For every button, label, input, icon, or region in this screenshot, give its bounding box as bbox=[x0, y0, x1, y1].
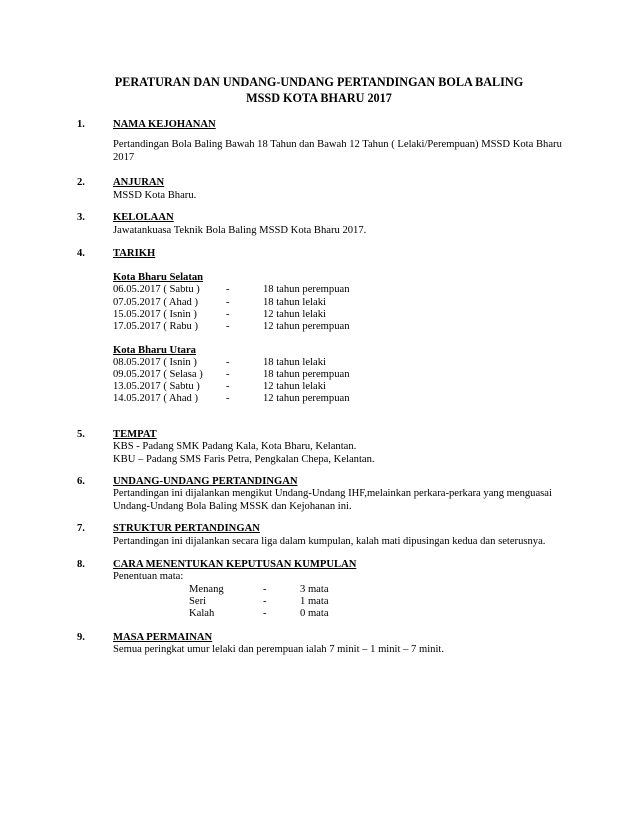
section-heading-kelolaan: KELOLAAN bbox=[113, 212, 174, 223]
schedule-date: 17.05.2017 ( Rabu ) bbox=[113, 321, 199, 332]
section-number: 1. bbox=[77, 119, 85, 130]
schedule-date: 08.05.2017 ( Isnin ) bbox=[113, 357, 197, 368]
section-text: Jawatankuasa Teknik Bola Baling MSSD Kota Bharu 2017. bbox=[113, 225, 367, 236]
section-text: Pertandingan ini dijalankan mengikut Undang-Undang IHF,melainkan perkara-perkara yang menguasai bbox=[113, 488, 552, 499]
points-result: Seri bbox=[189, 596, 207, 607]
section-text: 2017 bbox=[113, 152, 135, 163]
section-heading-undang-undang: UNDANG-UNDANG PERTANDINGAN bbox=[113, 476, 298, 487]
section-text: Semua peringkat umur lelaki dan perempuan ialah 7 minit – 1 minit – 7 minit. bbox=[113, 644, 444, 655]
section-text: KBU – Padang SMS Faris Petra, Pengkalan Chepa, Kelantan. bbox=[113, 454, 375, 465]
section-number: 2. bbox=[77, 177, 85, 188]
points-value: 3 mata bbox=[300, 584, 329, 595]
schedule-category: 18 tahun perempuan bbox=[263, 369, 350, 380]
points-dash: - bbox=[263, 596, 267, 607]
section-number: 3. bbox=[77, 212, 85, 223]
schedule-category: 12 tahun lelaki bbox=[263, 309, 326, 320]
section-number: 4. bbox=[77, 248, 85, 259]
schedule-date: 14.05.2017 ( Ahad ) bbox=[113, 393, 199, 404]
schedule-date: 09.05.2017 ( Selasa ) bbox=[113, 369, 203, 380]
section-text: KBS - Padang SMK Padang Kala, Kota Bharu, Kelantan. bbox=[113, 441, 357, 452]
section-heading-cara-menentukan: CARA MENENTUKAN KEPUTUSAN KUMPULAN bbox=[113, 559, 357, 570]
section-heading-masa-permainan: MASA PERMAINAN bbox=[113, 632, 213, 643]
schedule-category: 18 tahun perempuan bbox=[263, 284, 350, 295]
section-number: 8. bbox=[77, 559, 85, 570]
schedule-dash: - bbox=[226, 321, 230, 332]
points-value: 1 mata bbox=[300, 596, 329, 607]
points-result: Kalah bbox=[189, 608, 215, 619]
section-heading-struktur: STRUKTUR PERTANDINGAN bbox=[113, 523, 260, 534]
schedule-zone-selatan: Kota Bharu Selatan bbox=[113, 272, 204, 283]
schedule-category: 12 tahun perempuan bbox=[263, 393, 350, 404]
schedule-date: 13.05.2017 ( Sabtu ) bbox=[113, 381, 200, 392]
schedule-dash: - bbox=[226, 357, 230, 368]
schedule-date: 07.05.2017 ( Ahad ) bbox=[113, 297, 199, 308]
schedule-date: 15.05.2017 ( Isnin ) bbox=[113, 309, 197, 320]
section-heading-tarikh: TARIKH bbox=[113, 248, 156, 259]
section-heading-tempat: TEMPAT bbox=[113, 429, 157, 440]
section-heading-anjuran: ANJURAN bbox=[113, 177, 165, 188]
section-heading-nama-kejohanan: NAMA KEJOHANAN bbox=[113, 119, 216, 130]
schedule-dash: - bbox=[226, 381, 230, 392]
section-text: Pertandingan Bola Baling Bawah 18 Tahun dan Bawah 12 Tahun ( Lelaki/Perempuan) MSSD Kota Bharu bbox=[113, 139, 562, 150]
schedule-category: 12 tahun perempuan bbox=[263, 321, 350, 332]
schedule-dash: - bbox=[226, 284, 230, 295]
schedule-category: 18 tahun lelaki bbox=[263, 357, 326, 368]
section-text: Penentuan mata: bbox=[113, 571, 184, 582]
points-dash: - bbox=[263, 584, 267, 595]
schedule-dash: - bbox=[226, 309, 230, 320]
schedule-dash: - bbox=[226, 297, 230, 308]
section-number: 5. bbox=[77, 429, 85, 440]
section-text: Pertandingan ini dijalankan secara liga dalam kumpulan, kalah mati dipusingan kedua dan seterusnya. bbox=[113, 536, 546, 547]
section-text: MSSD Kota Bharu. bbox=[113, 190, 197, 201]
schedule-dash: - bbox=[226, 393, 230, 404]
schedule-category: 12 tahun lelaki bbox=[263, 381, 326, 392]
section-text: Undang-Undang Bola Baling MSSK dan Kejohanan ini. bbox=[113, 501, 352, 512]
points-result: Menang bbox=[189, 584, 224, 595]
section-number: 6. bbox=[77, 476, 85, 487]
section-number: 7. bbox=[77, 523, 85, 534]
section-number: 9. bbox=[77, 632, 85, 643]
schedule-category: 18 tahun lelaki bbox=[263, 297, 326, 308]
document-title-line1: PERATURAN DAN UNDANG-UNDANG PERTANDINGAN BOLA BALING bbox=[114, 75, 524, 89]
document-title-line2: MSSD KOTA BHARU 2017 bbox=[246, 91, 392, 105]
points-dash: - bbox=[263, 608, 267, 619]
schedule-date: 06.05.2017 ( Sabtu ) bbox=[113, 284, 200, 295]
schedule-zone-utara: Kota Bharu Utara bbox=[113, 345, 196, 356]
schedule-dash: - bbox=[226, 369, 230, 380]
points-value: 0 mata bbox=[300, 608, 329, 619]
